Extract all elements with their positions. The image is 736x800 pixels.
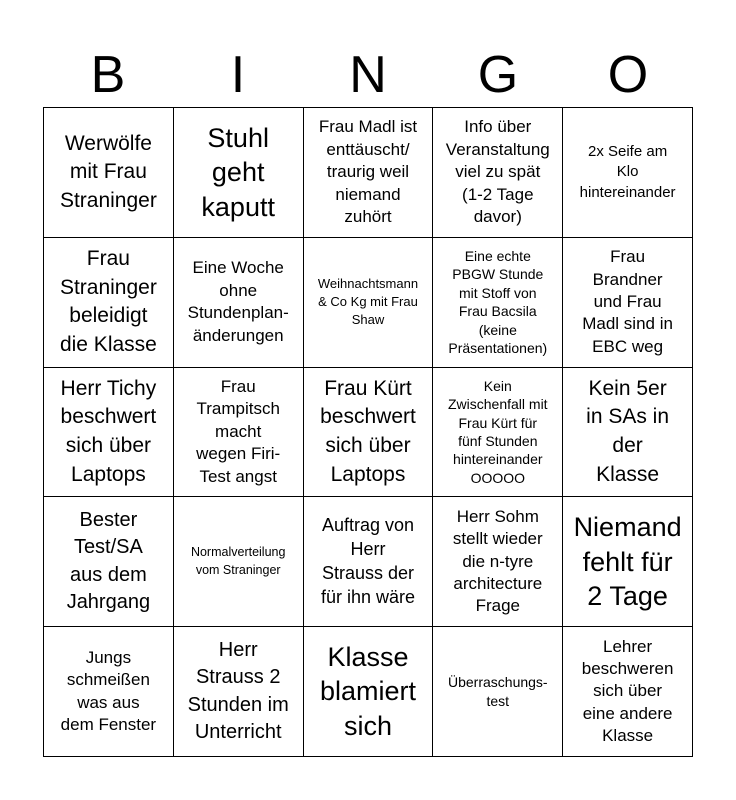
bingo-cell[interactable]: [563, 238, 693, 368]
bingo-cell[interactable]: [304, 627, 434, 757]
bingo-cell[interactable]: [174, 108, 304, 238]
bingo-cell-text: Auftrag von Herr Strauss der für ihn wäre: [320, 515, 416, 607]
header-letter-o: O: [607, 46, 649, 104]
bingo-cell-text: Herr Sohm stellt wieder die n-tyre architecture Frage: [452, 506, 543, 616]
bingo-cell-text: 2x Seife am Klo hintereinander: [579, 142, 676, 201]
bingo-cell[interactable]: [433, 627, 563, 757]
bingo-cell[interactable]: [174, 627, 304, 757]
bingo-cell-text: Kein Zwischenfall mit Frau Kürt für fünf Stunden hintereinander OOOOO: [447, 377, 548, 486]
bingo-cell-text: Frau Trampitsch macht wegen Firi- Test angst: [196, 376, 281, 486]
bingo-cell[interactable]: [44, 108, 174, 238]
header-letter-b: B: [90, 46, 126, 104]
bingo-cell[interactable]: [433, 368, 563, 498]
bingo-cell[interactable]: [433, 497, 563, 627]
bingo-cell-text: Herr Tichy beschwert sich über Laptops: [60, 376, 157, 486]
bingo-cell-text: Klasse blamiert sich: [319, 641, 416, 741]
header-letter-n: N: [349, 46, 387, 104]
bingo-cell-text: Frau Straninger beleidigt die Klasse: [59, 247, 157, 356]
bingo-cell-text: Frau Madl ist enttäuscht/ traurig weil niemand zuhört: [318, 117, 418, 227]
bingo-cell-text: Frau Kürt beschwert sich über Laptops: [320, 376, 416, 486]
header-letter-g: G: [477, 46, 519, 104]
bingo-cell-text: Stuhl geht kaputt: [201, 122, 275, 222]
bingo-cell-text: Weihnachtsmann & Co Kg mit Frau Shaw: [317, 275, 419, 328]
bingo-cell[interactable]: [44, 238, 174, 368]
bingo-cell[interactable]: [563, 627, 693, 757]
bingo-cell[interactable]: [304, 238, 434, 368]
bingo-cell[interactable]: [304, 108, 434, 238]
bingo-cell[interactable]: [174, 497, 304, 627]
bingo-cell-text: Bester Test/SA aus dem Jahrgang: [66, 509, 151, 614]
bingo-cell[interactable]: [304, 368, 434, 498]
bingo-cell-text: Eine echte PBGW Stunde mit Stoff von Frau Bacsila (keine Präsentationen): [448, 247, 548, 357]
bingo-cell[interactable]: [433, 108, 563, 238]
bingo-cell-text: Frau Brandner und Frau Madl sind in EBC weg: [582, 247, 673, 356]
bingo-header: [43, 44, 693, 106]
bingo-cell[interactable]: [174, 368, 304, 498]
bingo-cell[interactable]: [563, 368, 693, 498]
bingo-cell-text: Info über Veranstaltung viel zu spät (1-2 Tage davor): [445, 117, 550, 227]
bingo-cell-text: Normalverteilung vom Straninger: [190, 545, 286, 577]
bingo-cell[interactable]: [563, 108, 693, 238]
bingo-cell[interactable]: [44, 368, 174, 498]
bingo-cell[interactable]: [563, 497, 693, 627]
bingo-cell-text: Werwölfe mit Frau Straninger: [59, 131, 157, 212]
bingo-cell[interactable]: [44, 497, 174, 627]
bingo-cell[interactable]: [433, 238, 563, 368]
bingo-cell-text: Niemand fehlt für 2 Tage: [573, 511, 682, 612]
bingo-cell-text: Eine Woche ohne Stundenplan- änderungen: [187, 258, 289, 345]
bingo-cell-text: Überraschungs- test: [447, 674, 548, 709]
bingo-cell-text: Kein 5er in SAs in der Klasse: [586, 376, 670, 486]
bingo-cell[interactable]: [304, 497, 434, 627]
bingo-cell-text: Lehrer beschweren sich über eine andere Klasse: [581, 636, 674, 746]
bingo-cell[interactable]: [44, 627, 174, 757]
header-letter-i: I: [230, 46, 246, 104]
bingo-board: [43, 107, 693, 757]
bingo-cell-text: Herr Strauss 2 Stunden im Unterricht: [187, 638, 289, 743]
bingo-cell[interactable]: [174, 238, 304, 368]
bingo-cell-text: Jungs schmeißen was aus dem Fenster: [60, 647, 157, 735]
